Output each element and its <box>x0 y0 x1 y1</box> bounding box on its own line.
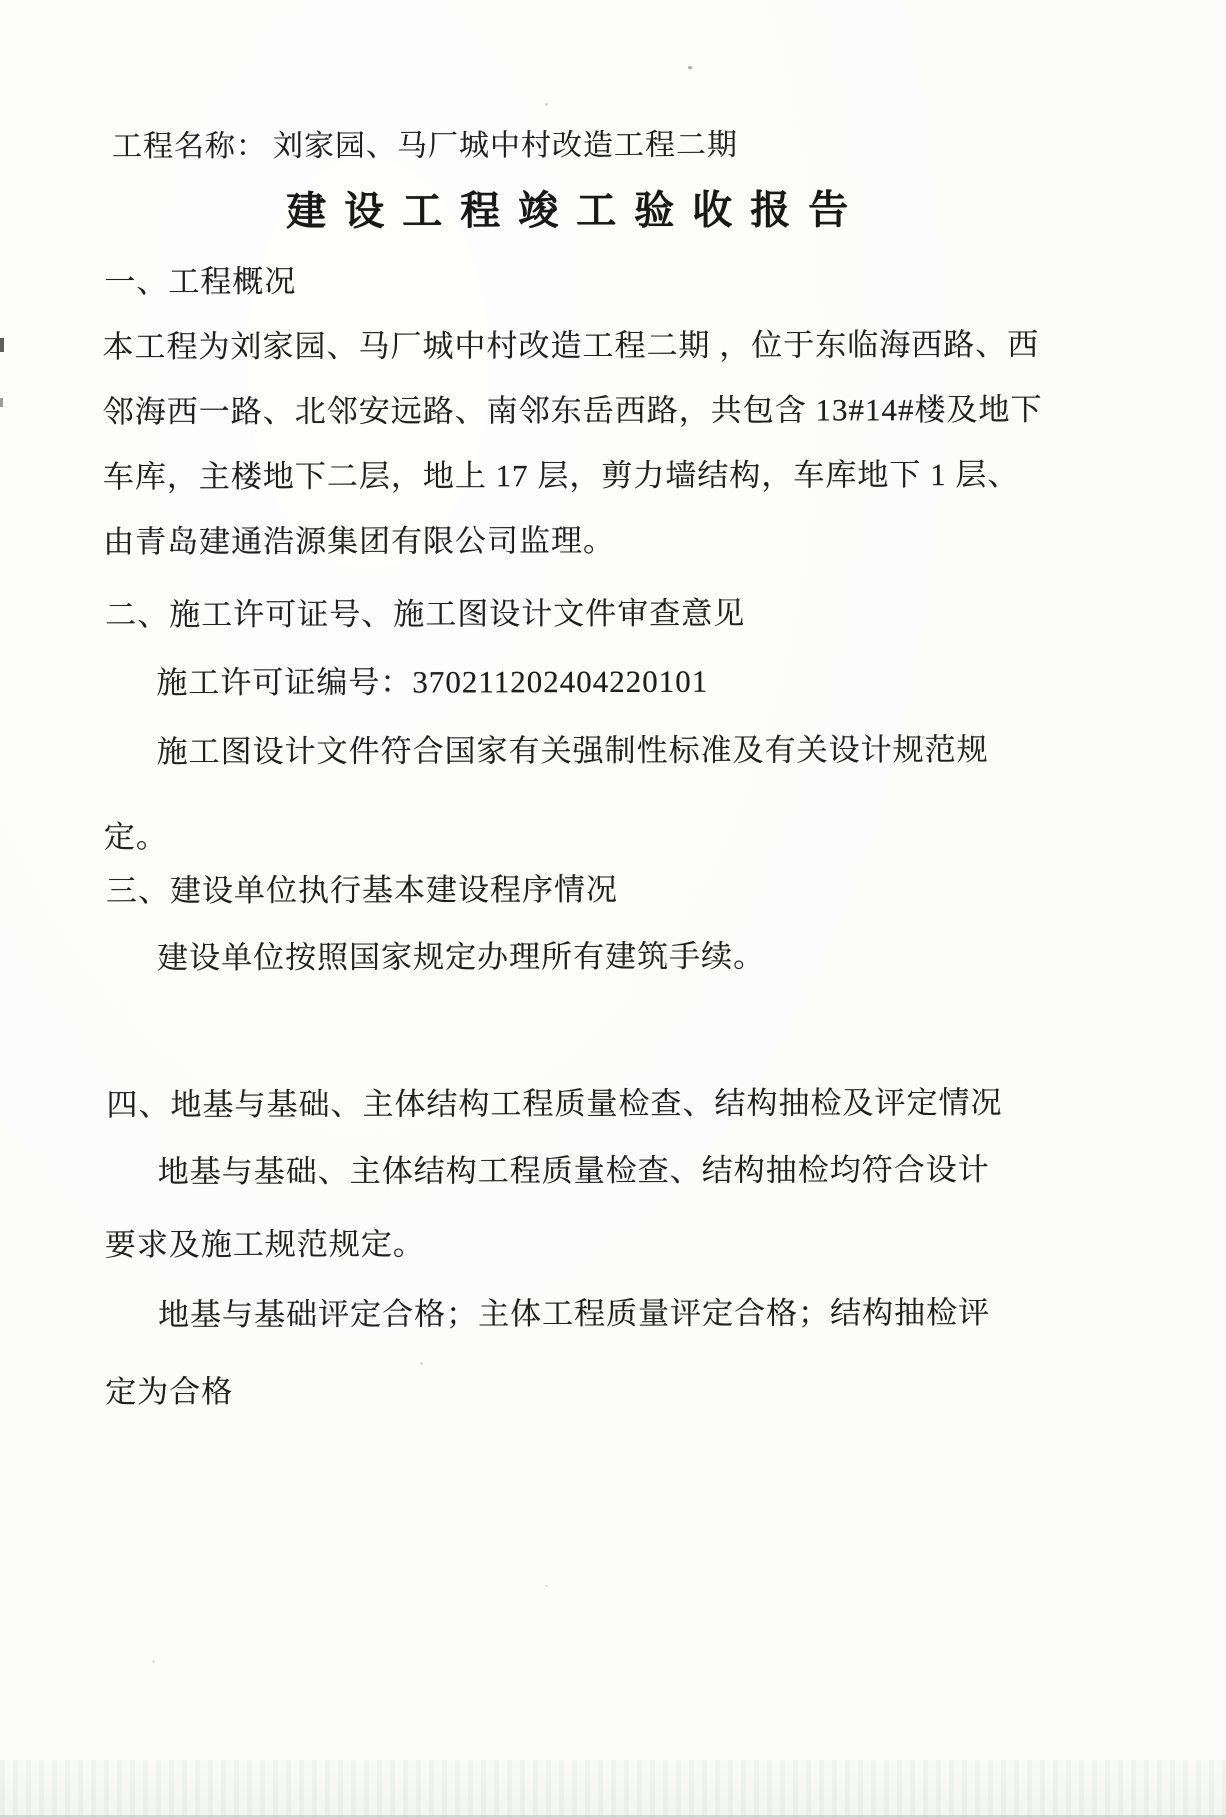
section-2-heading-text: 施工许可证号、施工图设计文件审查意见 <box>169 595 746 633</box>
section-2-paragraph-line: 施工图设计文件符合国家有关强制性标准及有关设计规范规 <box>156 732 989 770</box>
section-4-number: 四、 <box>106 1087 171 1123</box>
scan-speck <box>420 1362 423 1365</box>
section-2-heading <box>105 595 746 633</box>
section-3-number: 三、 <box>105 873 170 909</box>
scan-speck <box>545 1585 548 1587</box>
report-title: 建 设 工 程 竣 工 验 收 报 告 <box>286 187 853 234</box>
section-3-heading-text: 建设单位执行基本建设程序情况 <box>169 871 618 909</box>
section-2-number: 二、 <box>105 597 170 633</box>
section-4-paragraph-line: 地基与基础评定合格；主体工程质量评定合格；结构抽检评 <box>158 1295 991 1333</box>
project-name-label: 工程名称： <box>111 129 268 164</box>
section-4-heading-text: 地基与基础、主体结构工程质量检查、结构抽检及评定情况 <box>170 1084 1003 1123</box>
section-1-paragraph-line: 本工程为刘家园、马厂城中村改造工程二期 ，位于东临海西路、西 <box>102 326 1040 365</box>
permit-number-line: 施工许可证编号：370211202404220101 <box>156 663 709 701</box>
project-name-value: 刘家园、马厂城中村改造工程二期 <box>272 128 739 163</box>
section-3-heading <box>105 871 618 909</box>
section-1-number: 一、 <box>104 264 169 300</box>
scan-speck <box>688 66 692 69</box>
section-1-heading-text: 工程概况 <box>168 263 297 300</box>
scan-speck <box>152 1660 155 1663</box>
scan-edge-mark <box>0 338 4 352</box>
section-4-paragraph-line: 地基与基础、主体结构工程质量检查、结构抽检均符合设计 <box>157 1152 990 1190</box>
section-1-heading <box>104 263 297 300</box>
scan-bottom-artifact <box>0 1760 1226 1818</box>
section-1-paragraph-line: 车库，主楼地下二层，地上 17 层，剪力墙结构，车库地下 1 层、 <box>102 456 1020 495</box>
scan-edge-mark <box>0 398 3 407</box>
section-4-paragraph-line: 定为合格 <box>105 1373 234 1410</box>
project-name-line <box>111 128 739 164</box>
scan-speck <box>922 736 925 739</box>
section-4-paragraph-line: 要求及施工规范规定。 <box>104 1226 425 1263</box>
section-3-paragraph-line: 建设单位按照国家规定办理所有建筑手续。 <box>157 938 766 976</box>
section-4-heading <box>106 1084 1003 1123</box>
section-1-paragraph-line: 邻海西一路、北邻安远路、南邻东岳西路，共包含 13#14#楼及地下 <box>102 391 1043 430</box>
section-2-paragraph-line: 定。 <box>103 819 168 855</box>
section-1-paragraph-line: 由青岛建通浩源集团有限公司监理。 <box>102 522 616 560</box>
scan-speck <box>545 103 548 106</box>
